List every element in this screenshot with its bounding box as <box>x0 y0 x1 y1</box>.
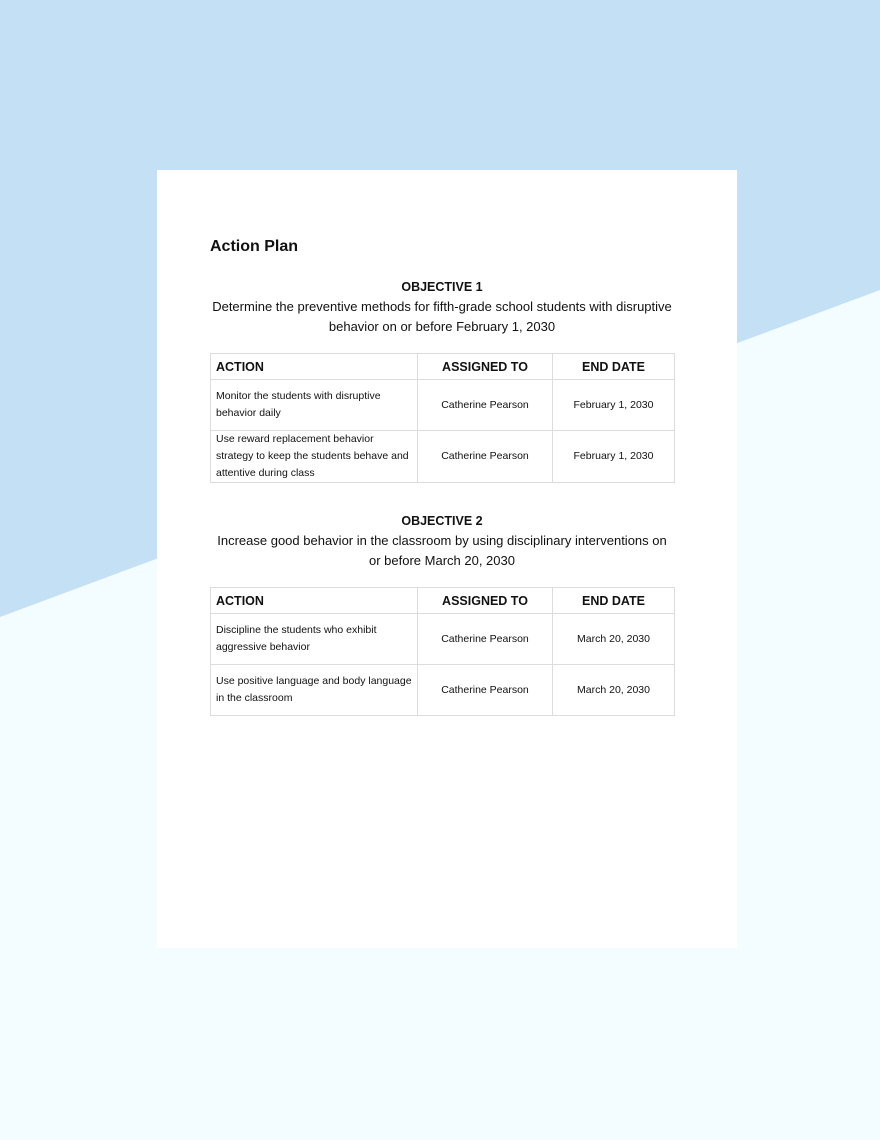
table-header-row <box>211 354 675 380</box>
end-date-cell: March 20, 2030 <box>553 614 675 665</box>
column-header-end-date: END DATE <box>553 354 675 380</box>
action-cell: Use positive language and body language in the classroom <box>211 665 418 716</box>
objective-2-description: Increase good behavior in the classroom by using disciplinary interventions on or before March 20, 2030 <box>217 533 667 568</box>
objective-1-table <box>210 353 675 483</box>
action-cell: Use reward replacement behavior strategy to keep the students behave and attentive during class <box>211 431 418 483</box>
document-title: Action Plan <box>210 238 299 255</box>
assigned-to-cell: Catherine Pearson <box>418 380 553 431</box>
objective-1 <box>210 279 674 337</box>
table-header-row <box>211 588 675 614</box>
column-header-end-date: END DATE <box>553 588 675 614</box>
action-cell: Monitor the students with disruptive behavior daily <box>211 380 418 431</box>
objective-2-table <box>210 587 675 716</box>
table-row <box>211 614 675 665</box>
table-row <box>211 380 675 431</box>
action-cell: Discipline the students who exhibit aggressive behavior <box>211 614 418 665</box>
table-row <box>211 665 675 716</box>
document-page <box>157 170 737 948</box>
assigned-to-cell: Catherine Pearson <box>418 665 553 716</box>
objective-1-heading: OBJECTIVE 1 <box>401 280 483 294</box>
column-header-assigned-to: ASSIGNED TO <box>418 588 553 614</box>
objective-2-heading: OBJECTIVE 2 <box>401 514 483 528</box>
end-date-cell: March 20, 2030 <box>553 665 675 716</box>
end-date-cell: February 1, 2030 <box>553 380 675 431</box>
column-header-action: ACTION <box>211 354 418 380</box>
objective-1-description: Determine the preventive methods for fifth-grade school students with disruptive behavior on or before February 1, 2030 <box>212 299 672 334</box>
assigned-to-cell: Catherine Pearson <box>418 614 553 665</box>
column-header-assigned-to: ASSIGNED TO <box>418 354 553 380</box>
column-header-action: ACTION <box>211 588 418 614</box>
assigned-to-cell: Catherine Pearson <box>418 431 553 483</box>
table-row <box>211 431 675 483</box>
end-date-cell: February 1, 2030 <box>553 431 675 483</box>
objective-2 <box>210 513 674 571</box>
